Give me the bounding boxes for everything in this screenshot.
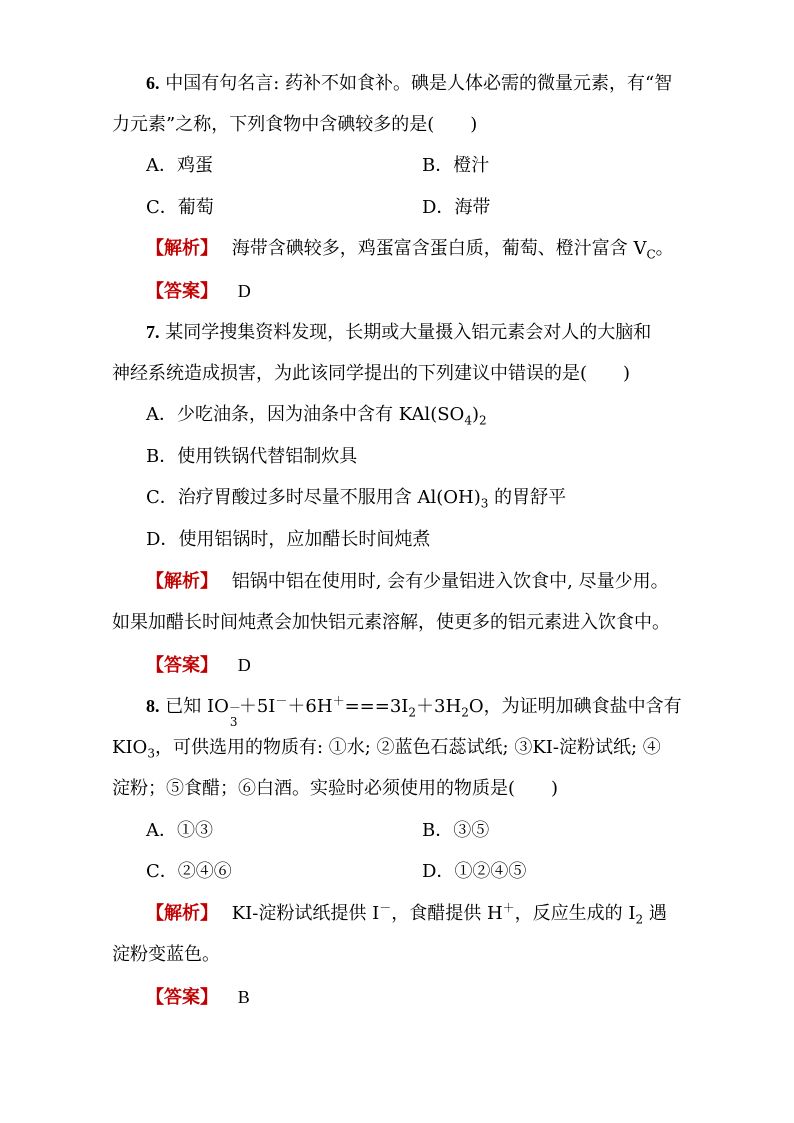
option-label: A． <box>146 155 177 176</box>
q8-sub: 2 <box>461 705 469 720</box>
q8-option-b <box>422 820 489 842</box>
q7-analysis-line1 <box>146 571 669 593</box>
q8-sub: 3 <box>147 746 155 761</box>
option-text: 海带 <box>454 197 491 218</box>
answer-tag: 【答案】 <box>146 281 218 302</box>
q8-sup: ＋ <box>332 694 345 708</box>
q6-number: 6. <box>146 73 160 93</box>
q6-option-b <box>422 155 489 177</box>
answer-tag: 【答案】 <box>146 987 218 1008</box>
option-label: B． <box>146 446 178 467</box>
option-sub: 4 <box>464 413 472 428</box>
q8-stem-part: ＋5I <box>238 696 276 717</box>
q6-option-c <box>146 197 214 219</box>
q6-line1 <box>146 72 672 95</box>
option-label: B． <box>422 155 454 176</box>
q8-number: 8. <box>146 696 160 716</box>
q8-option-d <box>422 861 526 883</box>
q8-stem-part: ＋3H <box>416 696 462 717</box>
analysis-text: 铝锅中铝在使用时, 会有少量铝进入饮食中, 尽量少用。 <box>231 571 669 592</box>
q6-option-d <box>422 197 490 219</box>
q6-stem-line2: 力元素”之称，下列食物中含碘较多的是( ) <box>112 114 478 135</box>
q8-option-a <box>146 820 213 842</box>
q8-stem-part: O，为证明加碘食盐中含有 <box>468 696 682 717</box>
option-text: ①②④⑤ <box>454 861 527 882</box>
analysis-sub: 2 <box>635 912 644 927</box>
q6-line2 <box>112 114 477 136</box>
q7-option-c <box>146 487 566 509</box>
option-text-end: ) <box>471 404 479 425</box>
option-label: D． <box>146 529 179 550</box>
q7-stem-line2: 神经系统造成损害，为此该同学提出的下列建议中错误的是( ) <box>112 363 631 384</box>
analysis-text: 如果加醋长时间炖煮会加快铝元素溶解，使更多的铝元素进入饮食中。 <box>112 612 670 633</box>
option-text: 橙汁 <box>453 155 490 176</box>
q8-option-c <box>146 861 232 883</box>
option-label: C． <box>146 197 178 218</box>
analysis-text: ，反应生成的 I <box>514 903 636 924</box>
q8-stem-part: ＋6H <box>287 696 333 717</box>
analysis-text: 海带含碘较多，鸡蛋富含蛋白质，葡萄、橙汁富含 V <box>231 238 647 259</box>
analysis-text: 遇 <box>643 903 667 924</box>
q7-stem-line1: 某同学搜集资料发现，长期或大量摄入铝元素会对人的大脑和 <box>165 322 652 343</box>
option-text: 鸡蛋 <box>177 155 213 176</box>
option-text: 使用铁锅代替铝制炊具 <box>177 446 358 467</box>
q8-sub: 2 <box>408 705 417 720</box>
q7-line2 <box>112 363 630 385</box>
q8-stem-part: 淀粉；⑤食醋；⑥白酒。实验时必须使用的物质是( ) <box>112 778 559 799</box>
q8-stem-part: 已知 IO <box>165 696 229 717</box>
option-text: 少吃油条，因为油条中含有 KAl(SO <box>177 404 465 425</box>
q7-option-b <box>146 446 357 468</box>
analysis-text: KI-淀粉试纸提供 I <box>231 903 380 924</box>
q8-stem-part: ===3I <box>344 696 409 717</box>
answer-tag: 【答案】 <box>146 655 218 676</box>
option-label: C． <box>146 861 178 882</box>
q8-line3 <box>112 778 558 800</box>
q8-stem-part: ，可供选用的物质有: ①水; ②蓝色石蕊试纸; ③KI-淀粉试纸; ④ <box>154 737 661 758</box>
option-text: 治疗胃酸过多时尽量不服用含 Al(OH) <box>177 487 481 508</box>
q7-answer <box>146 654 251 677</box>
q6-option-a <box>146 155 213 177</box>
option-text: 葡萄 <box>177 197 214 218</box>
q8-analysis-line1 <box>146 903 667 925</box>
analysis-text: ，食醋提供 H <box>391 903 503 924</box>
q6-answer <box>146 280 251 303</box>
option-label: A． <box>146 820 177 841</box>
analysis-text: 淀粉变蓝色。 <box>112 944 220 965</box>
q7-line1 <box>146 321 651 344</box>
analysis-end: 。 <box>655 238 674 259</box>
analysis-sup: ＋ <box>502 901 515 915</box>
analysis-tag: 【解析】 <box>146 238 218 259</box>
option-sub: 2 <box>478 413 487 428</box>
q7-option-a <box>146 404 487 426</box>
option-text: ②④⑥ <box>177 861 232 882</box>
option-text: ③⑤ <box>453 820 490 841</box>
option-text: 使用铝锅时，应加醋长时间炖煮 <box>178 529 431 550</box>
option-text-end: 的胃舒平 <box>488 487 567 508</box>
option-text: ①③ <box>177 820 213 841</box>
q8-line1: 8. 已知 IO － 3 $+5I^-+6H^+===3I_2+3H_2O$，为证明加碘食盐中含有 <box>146 694 682 729</box>
q7-analysis-line2 <box>112 612 670 634</box>
q6-stem-line1: 中国有句名言: 药补不如食补。碘是人体必需的微量元素，有“智 <box>165 73 673 94</box>
q8-analysis-line2 <box>112 944 220 966</box>
q8-stem-part: KIO <box>112 737 148 758</box>
q8-line2 <box>112 737 661 759</box>
answer-value: B <box>237 987 250 1007</box>
q8-sup: － <box>275 694 288 708</box>
q8-answer <box>146 986 250 1009</box>
option-label: C． <box>146 487 178 508</box>
option-sub: 3 <box>480 496 489 511</box>
analysis-tag: 【解析】 <box>146 571 218 592</box>
q6-analysis <box>146 238 674 260</box>
option-label: D． <box>422 197 455 218</box>
q7-option-d <box>146 529 430 551</box>
option-label: A． <box>146 404 177 425</box>
option-label: B． <box>422 820 454 841</box>
answer-value: D <box>237 655 251 675</box>
analysis-sub: C <box>646 247 656 262</box>
analysis-sup: － <box>379 901 392 915</box>
q7-number: 7. <box>146 322 160 342</box>
answer-value: D <box>237 281 251 301</box>
option-label: D． <box>422 861 455 882</box>
analysis-tag: 【解析】 <box>146 903 218 924</box>
